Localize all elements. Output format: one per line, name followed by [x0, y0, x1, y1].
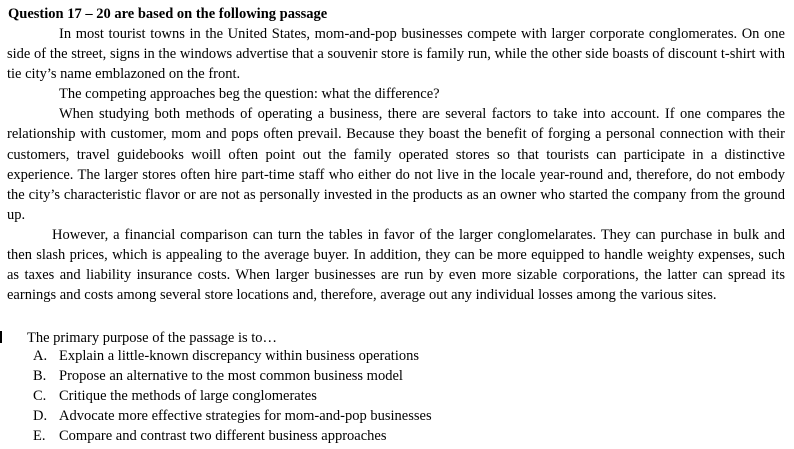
- question-marker: [0, 331, 2, 343]
- passage-paragraph-4: However, a financial comparison can turn the tables in favor of the larger conglomelarates. They can purchase in bulk and then slash prices, which is appealing to the average buyer. In addition, they can be more equipped to handle weighty expenses, such as taxes and liability insurance costs. When larger businesses are run by even more sizable corporations, the latter can spread its earnings and costs among several store locations and, therefore, average out any individual losses among the various sites.: [7, 226, 785, 304]
- option-letter: D.: [33, 408, 48, 425]
- option-text: Propose an alternative to the most common business model: [59, 368, 403, 385]
- passage-heading: Question 17 – 20 are based on the following passage: [8, 6, 328, 22]
- answer-option-e[interactable]: [33, 426, 432, 446]
- passage-paragraph-1: In most tourist towns in the United States, mom-and-pop businesses compete with larger corporate conglomerates. On one side of the street, signs in the windows advertise that a souvenir store is family run, while the other side boasts of discount t-shirt with tie city’s name emblazoned on the front.: [7, 26, 785, 83]
- answer-option-a[interactable]: [33, 346, 432, 366]
- option-text: Compare and contrast two different business approaches: [59, 428, 387, 445]
- answer-option-b[interactable]: [33, 366, 432, 386]
- answer-option-d[interactable]: [33, 406, 432, 426]
- option-text: Explain a little-known discrepancy within business operations: [59, 348, 420, 364]
- passage-body: [7, 24, 785, 305]
- option-text: Critique the methods of large conglomerates: [59, 388, 317, 405]
- option-text: Advocate more effective strategies for mom-and-pop businesses: [59, 408, 432, 425]
- passage-paragraph-3: When studying both methods of operating a business, there are several factors to take into account. If one compares the relationship with customer, mom and pops often prevail. Because they boast the benefit of forging a personal connection with their customers, travel guidebooks woill often point out the family operated stores so that tourists can participate in a distinctive experience. The larger stores often hire part-time staff who either do not live in the locale year-round and, therefore, do not embody the city’s characteristic flavor or are not as personally invested in the products as an owner who started the company from the ground up.: [7, 106, 785, 223]
- option-letter: E.: [33, 428, 46, 445]
- option-letter: B.: [33, 368, 47, 385]
- option-letter: A.: [33, 348, 48, 364]
- question-stem: The primary purpose of the passage is to…: [27, 330, 278, 346]
- option-letter: C.: [33, 388, 47, 405]
- answer-options: [33, 346, 432, 446]
- answer-option-c[interactable]: [33, 386, 432, 406]
- passage-paragraph-2: The competing approaches beg the question: what the difference?: [59, 86, 440, 103]
